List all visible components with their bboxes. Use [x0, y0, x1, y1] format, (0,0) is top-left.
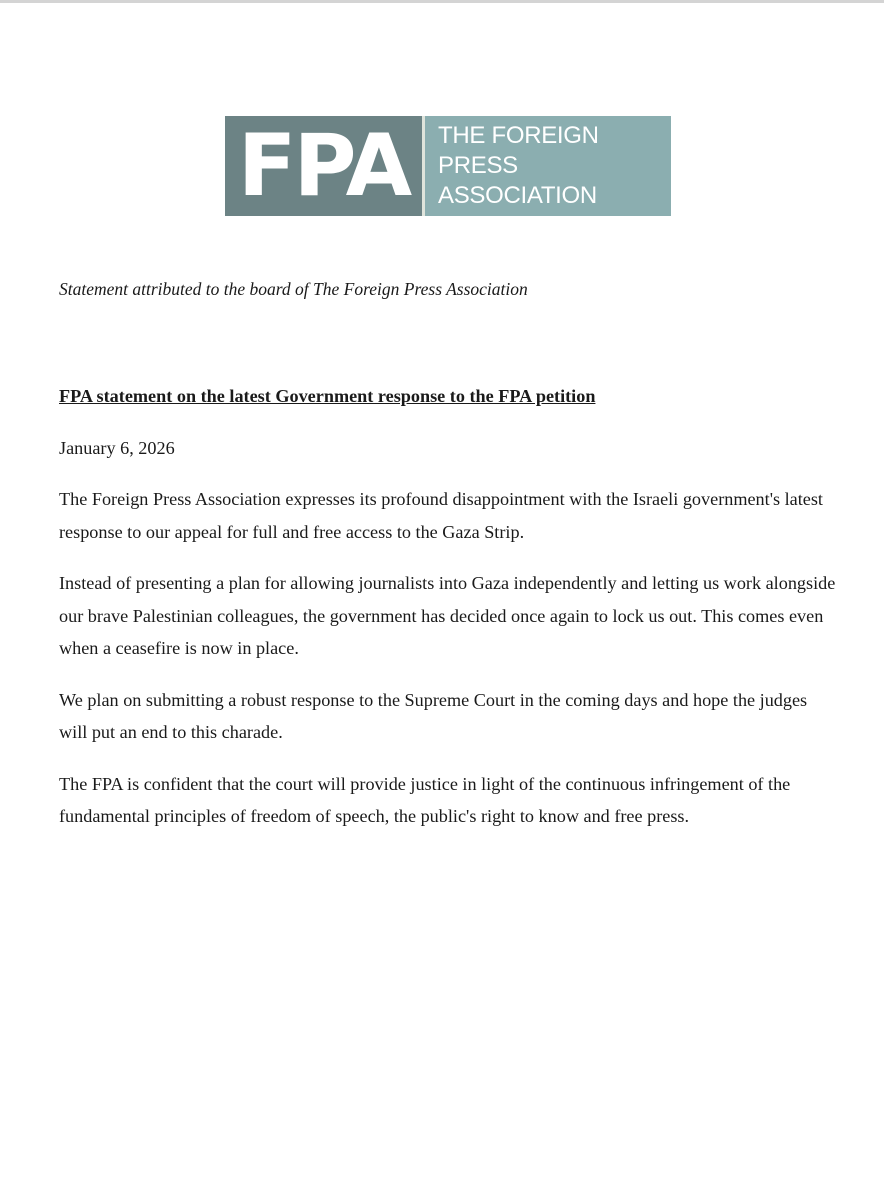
logo-name-line-1: THE FOREIGN PRESS: [438, 122, 599, 179]
statement-heading: FPA statement on the latest Government response to the FPA petition: [59, 386, 596, 406]
statement-date: January 6, 2026: [59, 437, 175, 458]
page-top-border: [0, 0, 884, 3]
logo-abbreviation: FPA: [237, 116, 410, 216]
fpa-logo: [225, 116, 671, 216]
statement-body: [59, 380, 839, 852]
logo-name-block: [425, 116, 671, 216]
statement-paragraph-4: The FPA is confident that the court will provide justice in light of the continuous infringement of the fundamental principles of freedom of speech, the public's right to know and free press.: [59, 773, 791, 826]
statement-paragraph-1: The Foreign Press Association expresses its profound disappointment with the Israeli government's latest response to our appeal for full and free access to the Gaza Strip.: [59, 489, 823, 542]
statement-attribution: Statement attributed to the board of The Foreign Press Association: [59, 279, 528, 299]
statement-paragraph-3: We plan on submitting a robust response to the Supreme Court in the coming days and hope the judges will put an end to this charade.: [59, 689, 808, 742]
logo-abbreviation-block: [225, 116, 422, 216]
statement-paragraph-2: Instead of presenting a plan for allowing journalists into Gaza independently and letting us work alongside our brave Palestinian colleagues, the government has decided once again to lock us out. This comes even when a ceasefire is now in place.: [59, 573, 836, 658]
logo-name-line-2: ASSOCIATION: [438, 182, 597, 209]
